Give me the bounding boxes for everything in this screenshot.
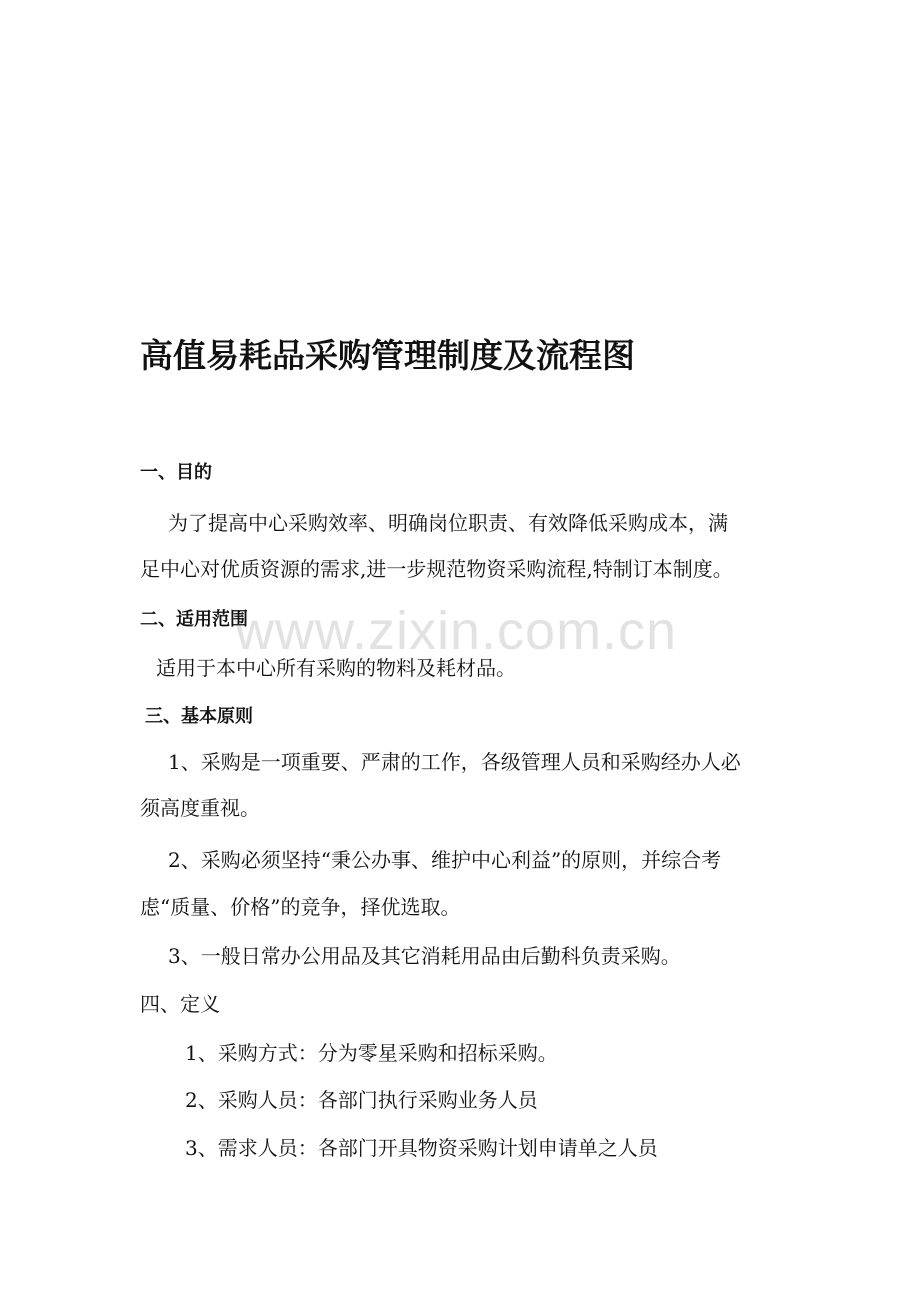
principle-2-line-1: 2、采购必须坚持“秉公办事、维护中心利益”的原则，并综合考 bbox=[168, 848, 722, 872]
scope-paragraph: 适用于本中心所有采购的物料及耗材品。 bbox=[156, 656, 516, 680]
definition-2: 2、采购人员：各部门执行采购业务人员 bbox=[185, 1088, 538, 1112]
document-title: 高值易耗品采购管理制度及流程图 bbox=[140, 336, 635, 375]
purpose-paragraph-line-1: 为了提高中心采购效率、明确岗位职责、有效降低采购成本，满 bbox=[168, 511, 728, 535]
purpose-paragraph-line-2: 足中心对优质资源的需求,进一步规范物资采购流程,特制订本制度。 bbox=[140, 557, 733, 581]
definition-1: 1、采购方式：分为零星采购和招标采购。 bbox=[185, 1041, 558, 1065]
section-heading-scope: 二、适用范围 bbox=[140, 609, 248, 630]
section-heading-principles: 三、基本原则 bbox=[145, 706, 253, 727]
principle-3: 3、一般日常办公用品及其它消耗用品由后勤科负责采购。 bbox=[168, 944, 681, 968]
principle-2-line-2: 虑“质量、价格”的竞争，择优选取。 bbox=[140, 895, 461, 919]
principle-1-line-1: 1、采购是一项重要、严肃的工作，各级管理人员和采购经办人必 bbox=[168, 750, 741, 774]
definition-3: 3、需求人员：各部门开具物资采购计划申请单之人员 bbox=[185, 1136, 658, 1160]
section-heading-purpose: 一、目的 bbox=[140, 462, 212, 483]
watermark: www.zixin.com.cn bbox=[235, 601, 678, 661]
principle-1-line-2: 须高度重视。 bbox=[140, 796, 260, 820]
section-heading-definitions: 四、定义 bbox=[140, 992, 220, 1016]
